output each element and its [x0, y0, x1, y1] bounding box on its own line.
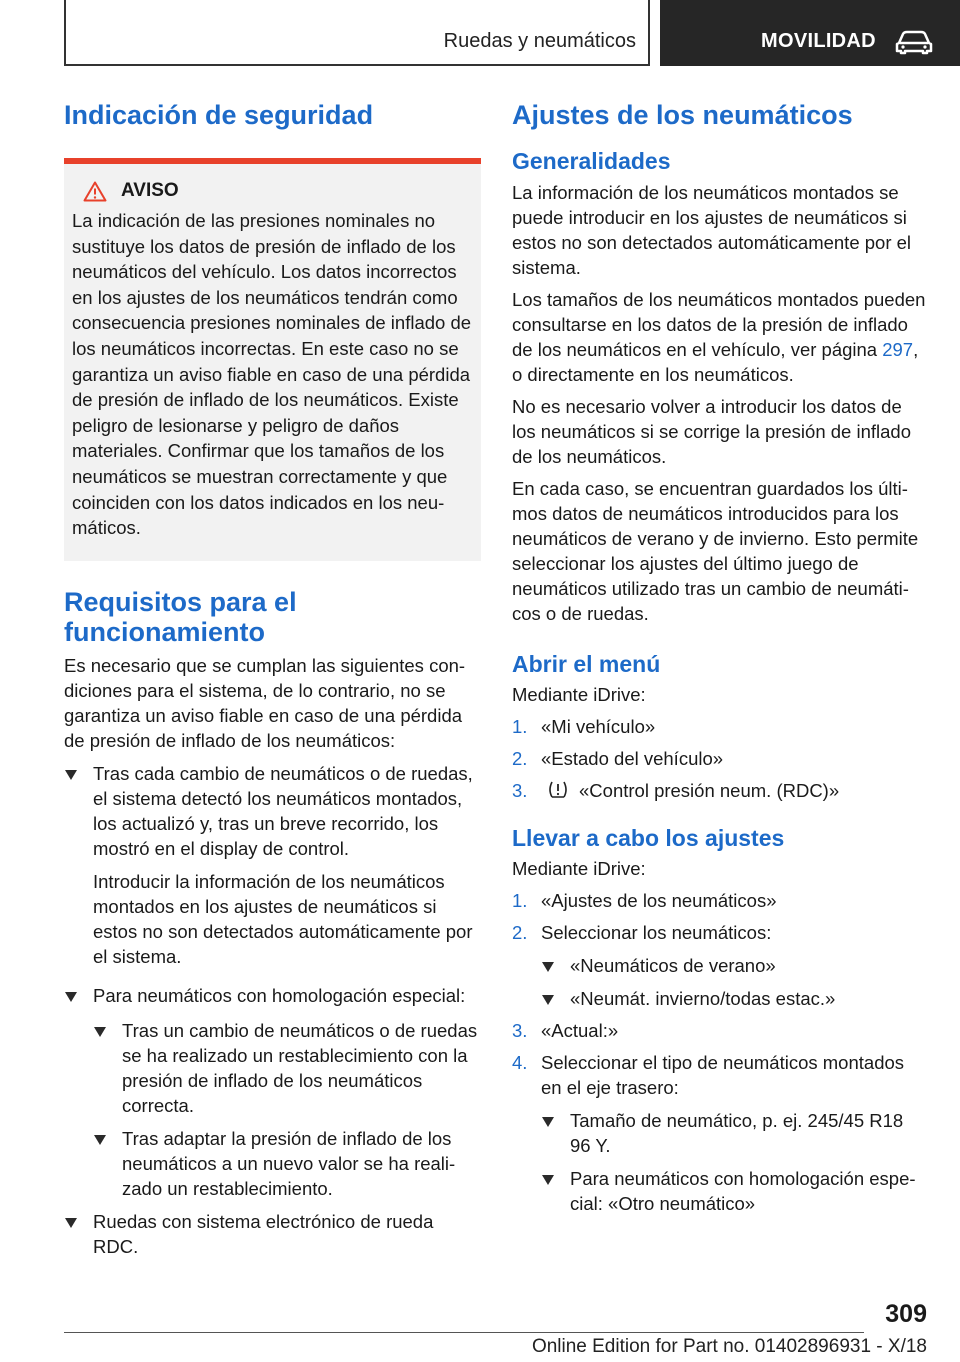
page-header [64, 0, 960, 66]
list-item: 2. «Estado del vehículo» [512, 748, 724, 769]
section-title: Ruedas y neumáticos [443, 30, 636, 52]
car-icon [894, 29, 934, 55]
safety-heading: Indicación de seguridad [64, 100, 374, 130]
section-tab [64, 0, 650, 66]
sub-list [93, 1018, 481, 1201]
stored-data-paragraph: En cada caso, se encuentran guardados los últimos datos de neumáticos introducidos para los neumáticos de verano y de invierno. Esto permite seleccionar los ajustes del último juego de neumáticos utilizado tras un cambio de neumáticos o de ruedas. [512, 478, 919, 624]
list-item: 4. Seleccionar el tipo de neumáticos montados en el eje trasero: Tamaño de neumático, p. ej. 245/45 R18 96 Y. Para neumáticos con homologación especial: «Otro neumático» [512, 1050, 928, 1216]
warning-title-row [83, 180, 473, 202]
page-number: 309 [885, 1300, 927, 1328]
chapter-title: MOVILIDAD [761, 30, 876, 52]
settings-heading: Llevar a cabo los ajustes [512, 825, 785, 851]
list-item-note: Introducir la información de los neumáticos montados en los ajustes de neumáticos si estos no son detectados automáticamente por el sistema. [93, 870, 473, 967]
warning-triangle-icon [83, 181, 107, 202]
footer-edition: Online Edition for Part no. 01402896931 - X/18 [531, 1336, 927, 1357]
chapter-tab [660, 0, 960, 66]
list-item: Para neumáticos con homologación especial: «Otro neumático» [541, 1166, 928, 1216]
general-paragraph: La información de los neumáticos montados se puede introducir en los ajustes de neumáticos si estos no son detectados automáticamente por el sistema. [512, 182, 912, 278]
warning-box [64, 158, 481, 561]
warning-title: AVISO [121, 180, 179, 201]
requirements-heading: Requisitos para el funcionamiento [64, 586, 297, 647]
list-item: «Neumáticos de verano» [541, 953, 928, 978]
list-item: Ruedas con sistema electrónico de rueda RDC. [64, 1209, 481, 1259]
list-item: 3. «Control presión neum. (RDC)» [512, 780, 840, 801]
requirements-intro: Es necesario que se cumplan las siguientes condiciones para el sistema, de lo contrario, no se garantiza un aviso fiable en caso de una pérdida de presión de inflado de los neumáticos: [64, 654, 466, 751]
tire-pressure-icon [547, 780, 569, 800]
list-item: Tras un cambio de neumáticos o de ruedas se ha realizado un restablecimiento con la presión de inflado de los neumáticos correcta. [93, 1018, 481, 1118]
settings-intro: Mediante iDrive: [512, 858, 646, 879]
list-item: «Neumát. invierno/todas estac.» [541, 986, 928, 1011]
menu-steps [512, 714, 928, 803]
list-item: 1. «Mi vehículo» [512, 716, 656, 737]
settings-steps [512, 888, 928, 1216]
list-item: Para neumáticos con homologación especial: Tras un cambio de neumáticos o de ruedas se ha realizado un restablecimiento con la presión de inflado de los neumáticos correcta. Tras adaptar la presión de inflado de los neumáticos a un nuevo valor se ha realizado un restablecimiento. [64, 983, 481, 1201]
list-item: Tras adaptar la presión de inflado de los neumáticos a un nuevo valor se ha realizado un restablecimiento. [93, 1126, 481, 1201]
left-column [64, 100, 481, 1259]
sizes-paragraph: Los tamaños de los neumáticos montados pueden consultarse en los datos de la presión de inflado de los neumáticos en el vehículo, ver página 297, o directamente en los neumáticos. [512, 289, 926, 385]
sub-list [541, 953, 928, 1011]
list-item: 1. «Ajustes de los neumáticos» [512, 890, 777, 911]
open-menu-heading: Abrir el menú [512, 651, 661, 677]
list-item: 3. «Actual:» [512, 1020, 619, 1041]
menu-intro: Mediante iDrive: [512, 684, 646, 705]
general-heading: Generalidades [512, 148, 671, 174]
requirements-list [64, 761, 481, 1259]
list-item: Tamaño de neumático, p. ej. 245/45 R18 96 Y. [541, 1108, 928, 1158]
correction-paragraph: No es necesario volver a introducir los datos de los neumáticos si se corrige la presión de inflado de los neumáticos. [512, 396, 911, 467]
warning-text: La indicación de las presiones nominales no sustituye los datos de presión de inflado de los neumáticos del vehículo. Los datos incorrectos en los ajustes de los neumáticos tendrán como consecuencia presiones nominales de inflado de los neumáticos incorrectas. En este caso no se garantiza un aviso fiable en caso de una pérdida de presión de inflado de los neumáticos. Existe peligro de lesionarse y peligro de daños materiales. Confirmar que los tamaños de los neumáticos se muestran correctamente y que coinciden con los datos indicados en los neumáticos. [72, 210, 472, 539]
page-link[interactable]: 297 [882, 339, 914, 360]
list-item: Tras cada cambio de neumáticos o de ruedas, el sistema detectó los neumáticos montados, los actualizó y, tras un breve recorrido, los mostró en el display de control. Introducir la información de los neumáticos montados en los ajustes de neumáticos si estos no son detectados automáticamente por el sistema. [64, 761, 481, 969]
list-item: 2. Seleccionar los neumáticos: «Neumáticos de verano» «Neumát. invierno/todas estac.» [512, 920, 928, 1011]
right-column [512, 100, 928, 1216]
sub-list [541, 1108, 928, 1216]
footer-divider [64, 1332, 864, 1333]
adjust-heading: Ajustes de los neumáticos [512, 100, 853, 130]
